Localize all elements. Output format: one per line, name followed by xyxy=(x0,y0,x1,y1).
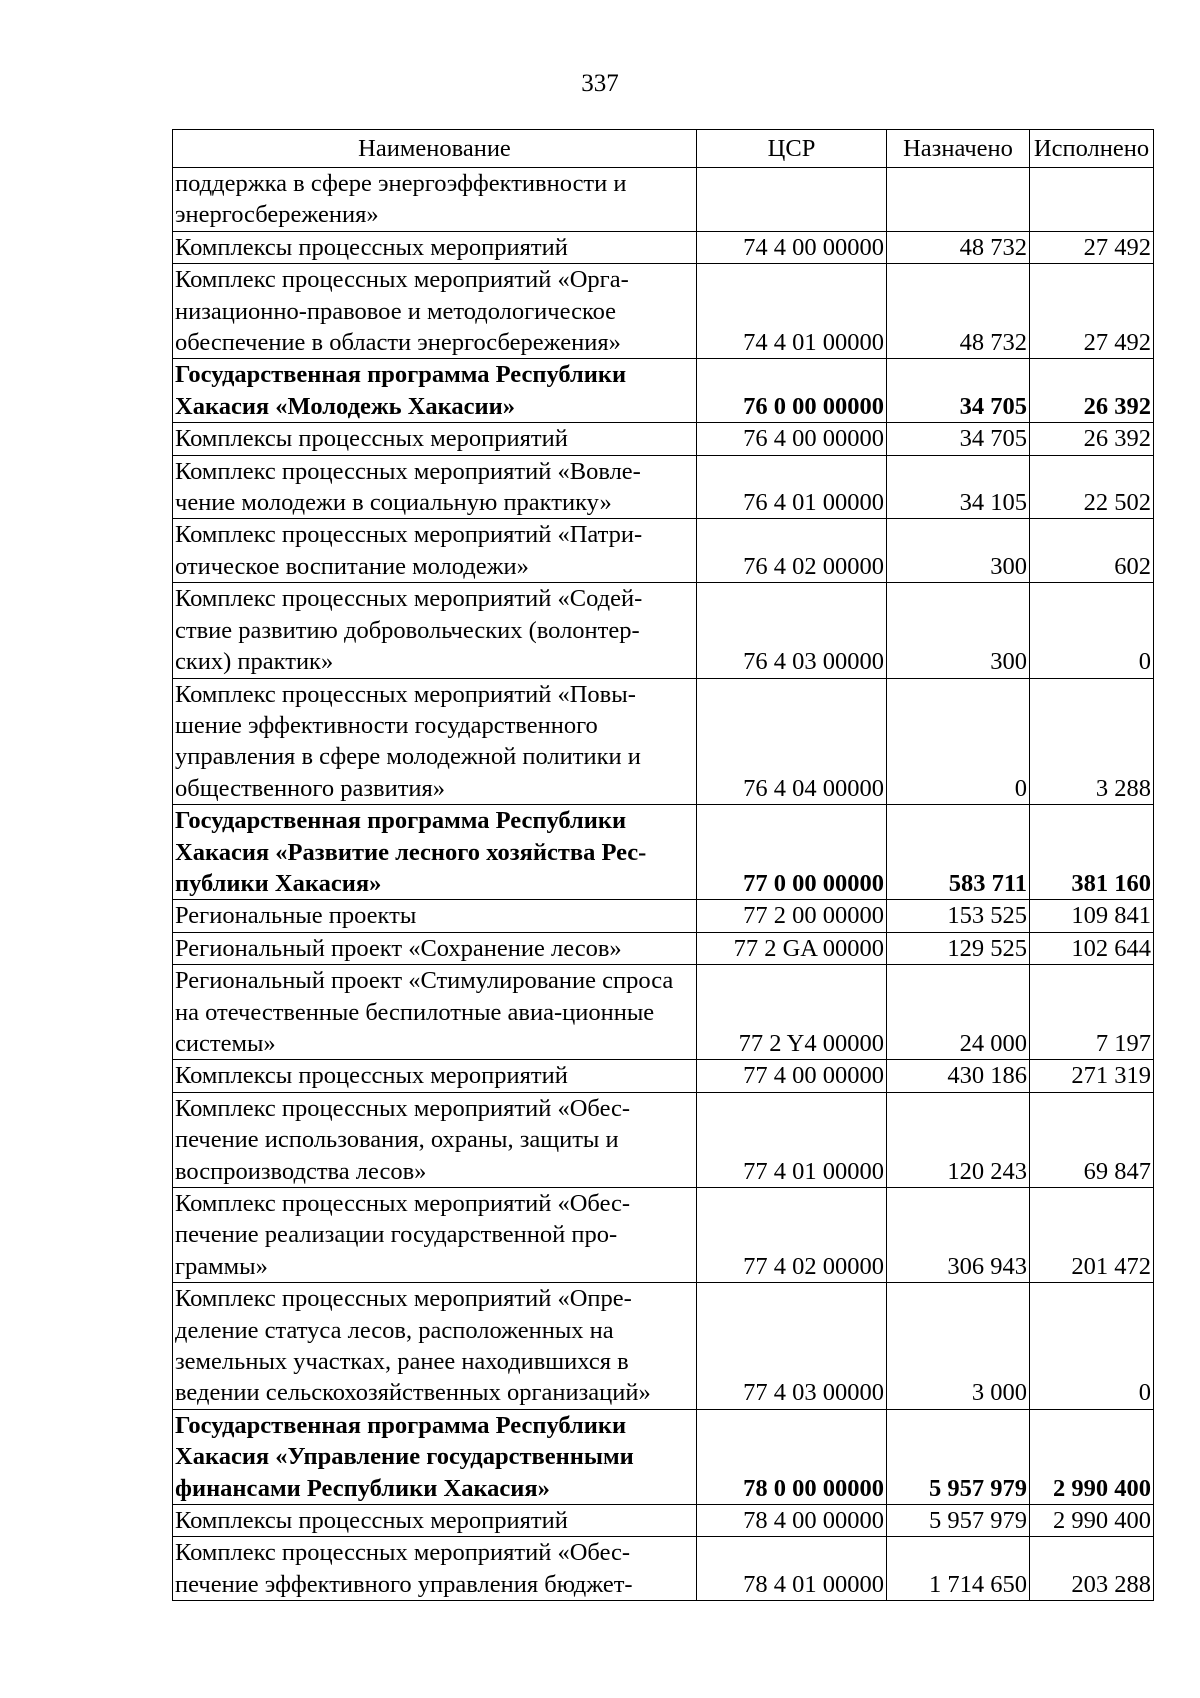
row-name-cell: Комплекс процессных мероприятий «Содей-ствие развитию добровольческих (волонтер-ских) практик» xyxy=(173,583,697,678)
row-code-cell: 76 0 00 00000 xyxy=(697,359,887,423)
row-executed-cell: 102 644 xyxy=(1030,932,1154,964)
table-row xyxy=(173,1060,1154,1092)
table-row xyxy=(173,1505,1154,1537)
row-code-cell: 76 4 03 00000 xyxy=(697,583,887,678)
row-name-cell: Региональный проект «Стимулирование спроса на отечественные беспилотные авиа-ционные системы» xyxy=(173,965,697,1060)
row-assigned-cell: 306 943 xyxy=(887,1188,1030,1283)
row-code-cell: 74 4 00 00000 xyxy=(697,231,887,263)
row-code-cell: 77 4 02 00000 xyxy=(697,1188,887,1283)
row-code-cell: 78 4 01 00000 xyxy=(697,1537,887,1601)
row-executed-cell: 3 288 xyxy=(1030,678,1154,805)
row-name-cell: Комплекс процессных мероприятий «Орга-низационно-правовое и методологическое обеспечение в области энергосбережения» xyxy=(173,264,697,359)
row-assigned-cell: 129 525 xyxy=(887,932,1030,964)
budget-table xyxy=(172,129,1154,1601)
table-body xyxy=(173,168,1154,1601)
row-name-cell: Комплексы процессных мероприятий xyxy=(173,423,697,455)
row-name-cell: Государственная программа Республики Хакасия «Управление государственными финансами Республики Хакасия» xyxy=(173,1409,697,1504)
row-code-cell: 76 4 00 00000 xyxy=(697,423,887,455)
row-executed-cell: 0 xyxy=(1030,583,1154,678)
row-code-cell: 77 4 01 00000 xyxy=(697,1092,887,1187)
table-row xyxy=(173,455,1154,519)
row-executed-cell: 271 319 xyxy=(1030,1060,1154,1092)
row-executed-cell: 26 392 xyxy=(1030,423,1154,455)
row-name-cell: Комплекс процессных мероприятий «Обес-печение использования, охраны, защиты и воспроизводства лесов» xyxy=(173,1092,697,1187)
row-assigned-cell: 300 xyxy=(887,519,1030,583)
row-name-cell: Комплекс процессных мероприятий «Патри-отическое воспитание молодежи» xyxy=(173,519,697,583)
row-code-cell: 77 0 00 00000 xyxy=(697,805,887,900)
row-code-cell: 78 0 00 00000 xyxy=(697,1409,887,1504)
row-name-cell: Комплекс процессных мероприятий «Обес-печение реализации государственной про-граммы» xyxy=(173,1188,697,1283)
row-assigned-cell: 24 000 xyxy=(887,965,1030,1060)
table-row xyxy=(173,583,1154,678)
table-row xyxy=(173,1409,1154,1504)
table-header-row xyxy=(173,130,1154,168)
row-executed-cell: 2 990 400 xyxy=(1030,1505,1154,1537)
header-code: ЦСР xyxy=(697,130,887,168)
row-assigned-cell: 583 711 xyxy=(887,805,1030,900)
row-name-cell: поддержка в сфере энергоэффективности и энергосбережения» xyxy=(173,168,697,232)
row-assigned-cell: 430 186 xyxy=(887,1060,1030,1092)
row-executed-cell: 0 xyxy=(1030,1283,1154,1410)
row-name-cell: Комплекс процессных мероприятий «Опре-деление статуса лесов, расположенных на земельных участках, ранее находившихся в ведении сельскохозяйственных организаций» xyxy=(173,1283,697,1410)
row-code-cell: 76 4 04 00000 xyxy=(697,678,887,805)
row-assigned-cell: 300 xyxy=(887,583,1030,678)
table-row xyxy=(173,519,1154,583)
table-row xyxy=(173,1283,1154,1410)
table-row xyxy=(173,264,1154,359)
row-assigned-cell: 1 714 650 xyxy=(887,1537,1030,1601)
row-name-cell: Региональный проект «Сохранение лесов» xyxy=(173,932,697,964)
header-executed: Исполнено xyxy=(1030,130,1154,168)
row-name-cell: Государственная программа Республики Хакасия «Развитие лесного хозяйства Рес-публики Хакасия» xyxy=(173,805,697,900)
header-assigned: Назначено xyxy=(887,130,1030,168)
row-name-cell: Комплекс процессных мероприятий «Вовле-чение молодежи в социальную практику» xyxy=(173,455,697,519)
table-row xyxy=(173,231,1154,263)
row-executed-cell: 381 160 xyxy=(1030,805,1154,900)
row-assigned-cell: 48 732 xyxy=(887,264,1030,359)
row-code-cell: 77 4 00 00000 xyxy=(697,1060,887,1092)
table-row xyxy=(173,1092,1154,1187)
table-row xyxy=(173,168,1154,232)
row-code-cell: 77 2 00 00000 xyxy=(697,900,887,932)
row-executed-cell: 203 288 xyxy=(1030,1537,1154,1601)
row-code-cell: 74 4 01 00000 xyxy=(697,264,887,359)
row-executed-cell xyxy=(1030,168,1154,232)
row-executed-cell: 7 197 xyxy=(1030,965,1154,1060)
table-row xyxy=(173,805,1154,900)
row-code-cell: 77 4 03 00000 xyxy=(697,1283,887,1410)
table-row xyxy=(173,900,1154,932)
header-name: Наименование xyxy=(173,130,697,168)
row-assigned-cell: 48 732 xyxy=(887,231,1030,263)
row-name-cell: Комплекс процессных мероприятий «Обес-печение эффективного управления бюджет- xyxy=(173,1537,697,1601)
row-assigned-cell: 5 957 979 xyxy=(887,1505,1030,1537)
row-name-cell: Комплексы процессных мероприятий xyxy=(173,231,697,263)
table-row xyxy=(173,359,1154,423)
row-executed-cell: 69 847 xyxy=(1030,1092,1154,1187)
row-name-cell: Комплексы процессных мероприятий xyxy=(173,1060,697,1092)
row-executed-cell: 22 502 xyxy=(1030,455,1154,519)
table-row xyxy=(173,423,1154,455)
row-assigned-cell: 34 705 xyxy=(887,423,1030,455)
row-executed-cell: 201 472 xyxy=(1030,1188,1154,1283)
row-executed-cell: 109 841 xyxy=(1030,900,1154,932)
row-assigned-cell: 34 705 xyxy=(887,359,1030,423)
table-row xyxy=(173,965,1154,1060)
table-row xyxy=(173,1188,1154,1283)
row-code-cell xyxy=(697,168,887,232)
row-code-cell: 77 2 GA 00000 xyxy=(697,932,887,964)
row-assigned-cell: 3 000 xyxy=(887,1283,1030,1410)
row-executed-cell: 602 xyxy=(1030,519,1154,583)
row-assigned-cell: 34 105 xyxy=(887,455,1030,519)
row-code-cell: 76 4 02 00000 xyxy=(697,519,887,583)
row-executed-cell: 27 492 xyxy=(1030,264,1154,359)
row-assigned-cell xyxy=(887,168,1030,232)
row-executed-cell: 2 990 400 xyxy=(1030,1409,1154,1504)
row-name-cell: Государственная программа Республики Хакасия «Молодежь Хакасии» xyxy=(173,359,697,423)
row-assigned-cell: 153 525 xyxy=(887,900,1030,932)
row-code-cell: 78 4 00 00000 xyxy=(697,1505,887,1537)
table-row xyxy=(173,678,1154,805)
row-executed-cell: 26 392 xyxy=(1030,359,1154,423)
row-code-cell: 76 4 01 00000 xyxy=(697,455,887,519)
row-name-cell: Региональные проекты xyxy=(173,900,697,932)
row-assigned-cell: 0 xyxy=(887,678,1030,805)
row-assigned-cell: 120 243 xyxy=(887,1092,1030,1187)
table-row xyxy=(173,1537,1154,1601)
row-assigned-cell: 5 957 979 xyxy=(887,1409,1030,1504)
page-number: 337 xyxy=(581,70,619,97)
row-name-cell: Комплексы процессных мероприятий xyxy=(173,1505,697,1537)
row-code-cell: 77 2 Y4 00000 xyxy=(697,965,887,1060)
row-executed-cell: 27 492 xyxy=(1030,231,1154,263)
table-row xyxy=(173,932,1154,964)
row-name-cell: Комплекс процессных мероприятий «Повы-шение эффективности государственного управления в сфере молодежной политики и общественного развития» xyxy=(173,678,697,805)
